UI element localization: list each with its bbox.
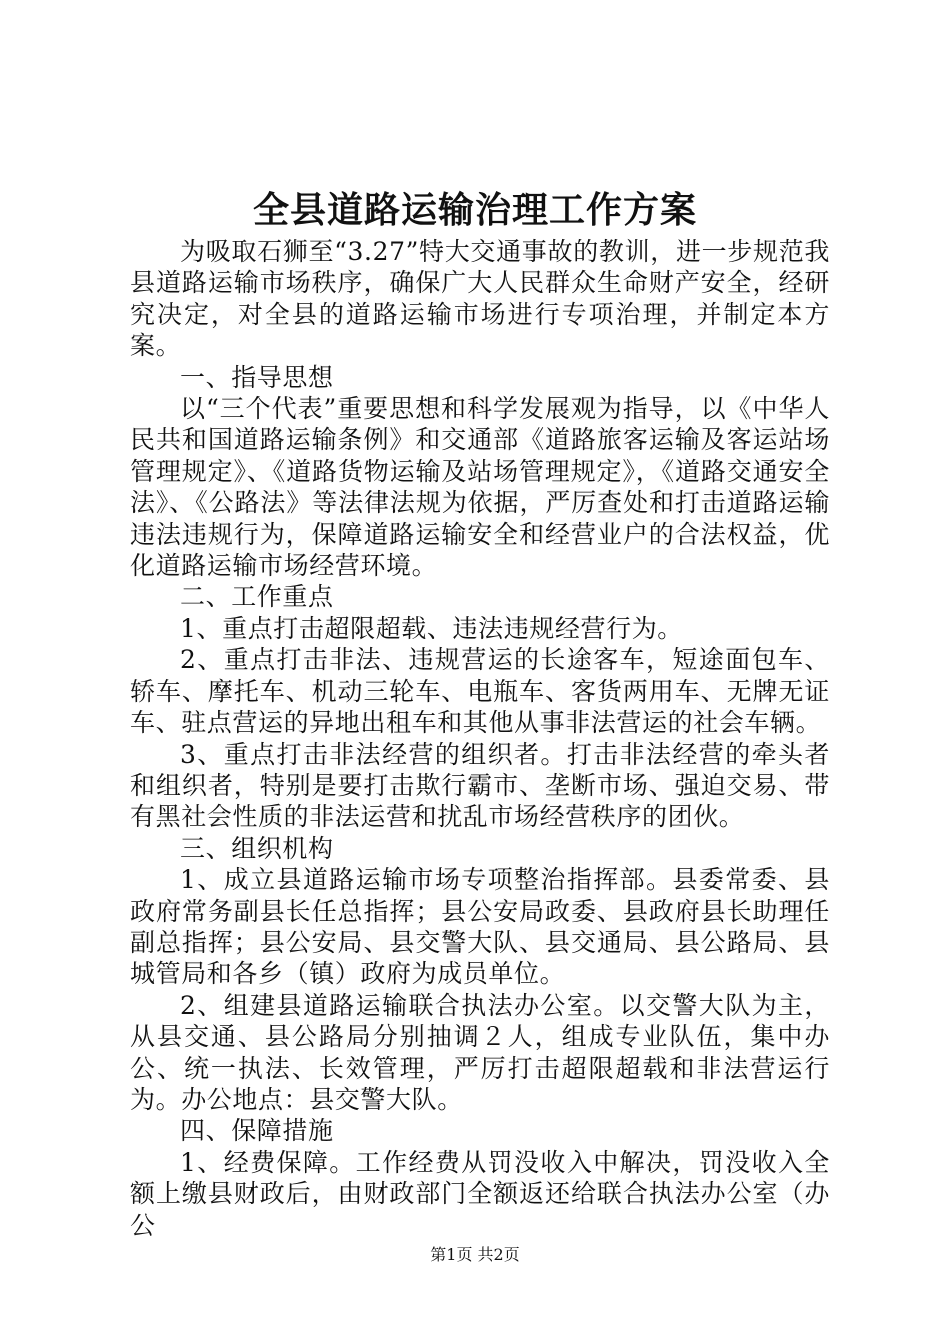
intro-paragraph: 为吸取石狮至“3.27”特大交通事故的教训，进一步规范我县道路运输市场秩序，确保广大人民群众生命财产安全，经研究决定，对全县的道路运输市场进行专项治理，并制定本方案。 [130, 237, 830, 361]
document-body [130, 236, 830, 1241]
section-heading-organization: 三、组织机构 [180, 833, 334, 863]
document-title: 全县道路运输治理工作方案 [252, 189, 697, 231]
safeguards-item-1: 1、经费保障。工作经费从罚没收入中解决，罚没收入全额上缴县财政后，由财政部门全额返还给联合执法办公室（办公 [130, 1147, 830, 1240]
work-focus-item-2: 2、重点打击非法、违规营运的长途客车，短途面包车、轿车、摩托车、机动三轮车、电瓶车、客货两用车、无牌无证车、驻点营运的异地出租车和其他从事非法营运的社会车辆。 [130, 645, 830, 738]
guiding-ideology-paragraph: 以“三个代表”重要思想和科学发展观为指导，以《中华人民共和国道路运输条例》和交通部《道路旅客运输及客运站场管理规定》、《道路货物运输及站场管理规定》，《道路交通安全法》、《公路法》等法律法规为依据，严厉查处和打击道路运输违法违规行为，保障道路运输安全和经营业户的合法权益，优化道路运输市场经营环境。 [130, 394, 830, 581]
page-footer: 第1页 共2页 [430, 1245, 520, 1264]
work-focus-item-1: 1、重点打击超限超载、违法违规经营行为。 [180, 613, 683, 643]
organization-item-2: 2、组建县道路运输联合执法办公室。以交警大队为主，从县交通、县公路局分别抽调２人，组成专业队伍，集中办公、统一执法、长效管理，严厉打击超限超载和非法营运行为。办公地点：县交警大队。 [130, 990, 830, 1114]
section-heading-safeguards: 四、保障措施 [180, 1116, 334, 1146]
organization-item-1: 1、成立县道路运输市场专项整治指挥部。县委常委、县政府常务副县长任总指挥；县公安局政委、县政府县长助理任副总指挥；县公安局、县交警大队、县交通局、县公路局、县城管局和各乡（镇）政府为成员单位。 [130, 865, 830, 989]
section-heading-work-focus: 二、工作重点 [180, 582, 334, 612]
section-heading-guiding-ideology: 一、指导思想 [180, 362, 334, 392]
work-focus-item-3: 3、重点打击非法经营的组织者。打击非法经营的牵头者和组织者，特别是要打击欺行霸市、垄断市场、强迫交易、带有黑社会性质的非法运营和扰乱市场经营秩序的团伙。 [130, 739, 830, 832]
